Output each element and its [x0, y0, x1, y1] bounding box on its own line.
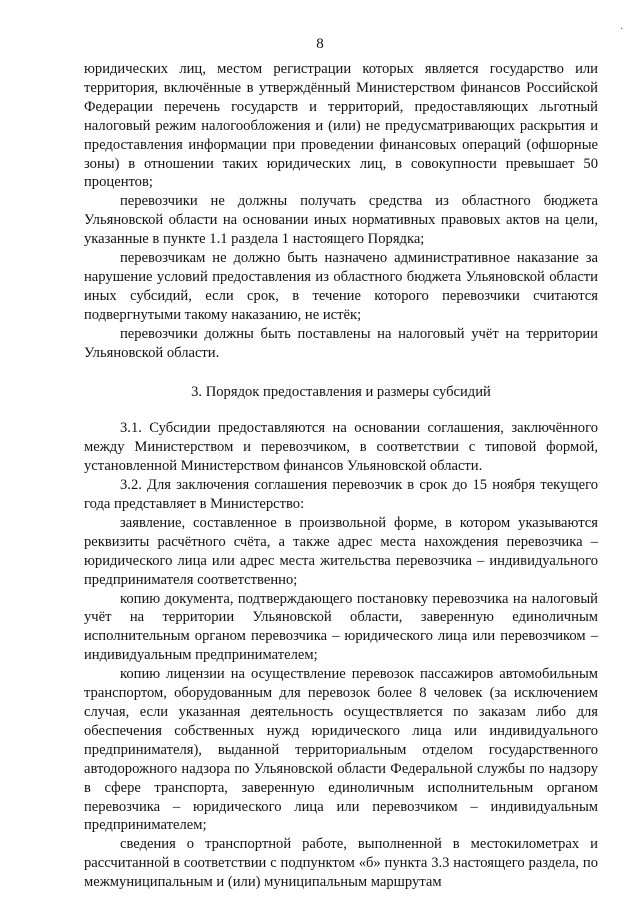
paragraph-tax-registration: перевозчики должны быть поставлены на налоговый учёт на территории Ульяновской области. — [84, 325, 598, 361]
corner-mark: · — [620, 24, 624, 35]
paragraph-penalty-condition: перевозчикам не должно быть назначено административное наказание за нарушение условий предоставления из областного бюджета Ульяновской области иных субсидий, если срок, в течение которого перевозчики считаются подвергнутыми такому наказанию, не истёк; — [84, 250, 598, 323]
document-body — [84, 60, 598, 892]
section-heading: 3. Порядок предоставления и размеры субсидий — [191, 383, 491, 400]
paragraph-budget-condition: перевозчики не должны получать средства из областного бюджета Ульяновской области на основании иных нормативных правовых актов на цели, указанные в пункте 1.1 раздела 1 настоящего Порядка; — [84, 193, 598, 248]
page-number: 8 — [316, 36, 324, 52]
paragraph-3-1: 3.1. Субсидии предоставляются на основании соглашения, заключённого между Министерством и перевозчиком, в соответствии с типовой формой, установленной Министерством финансов Ульяновской области. — [84, 420, 598, 475]
paragraph-tax-document-copy: копию документа, подтверждающего постановку перевозчика на налоговый учёт на территории Ульяновской области, заверенную единоличным исполнительным органом перевозчика – юридического лица или перевозчиком – индивидуальным предпринимателем; — [84, 590, 598, 664]
paragraph-continuation: юридических лиц, местом регистрации которых является государство или территория, включённые в утверждённый Министерством финансов Российской Федерации перечень государств и территорий, предоставляющих льготный налоговый режим налогообложения и (или) не предусматривающих раскрытия и предоставления информации при проведении финансовых операций (офшорные зоны) в отношении таких юридических лиц, в совокупности превышает 50 процентов; — [84, 61, 598, 191]
paragraph-transport-work: сведения о транспортной работе, выполненной в местокилометрах и рассчитанной в соответствии с подпунктом «б» пункта 3.3 настоящего раздела, по межмуниципальным и (или) муниципальным маршрутам — [84, 836, 598, 891]
paragraph-application: заявление, составленное в произвольной форме, в котором указываются реквизиты расчётного счёта, а также адрес места нахождения перевозчика – юридического лица или адрес места жительства перевозчика – индивидуального предпринимателя соответственно; — [84, 514, 598, 588]
paragraph-license-copy: копию лицензии на осуществление перевозок пассажиров автомобильным транспортом, оборудованным для перевозок более 8 человек (за исключением случая, если указанная деятельность осуществляется по заказам либо для обеспечения собственных нужд юридического лица или индивидуального предпринимателя), выданной территориальным отделом государственного автодорожного надзора по Ульяновской области Федеральной службы по надзору в сфере транспорта, заверенную единоличным исполнительным органом перевозчика – юридического лица или перевозчиком – индивидуальным предпринимателем; — [84, 666, 598, 834]
paragraph-3-2: 3.2. Для заключения соглашения перевозчик в срок до 15 ноября текущего года представляет в Министерство: — [84, 477, 598, 513]
